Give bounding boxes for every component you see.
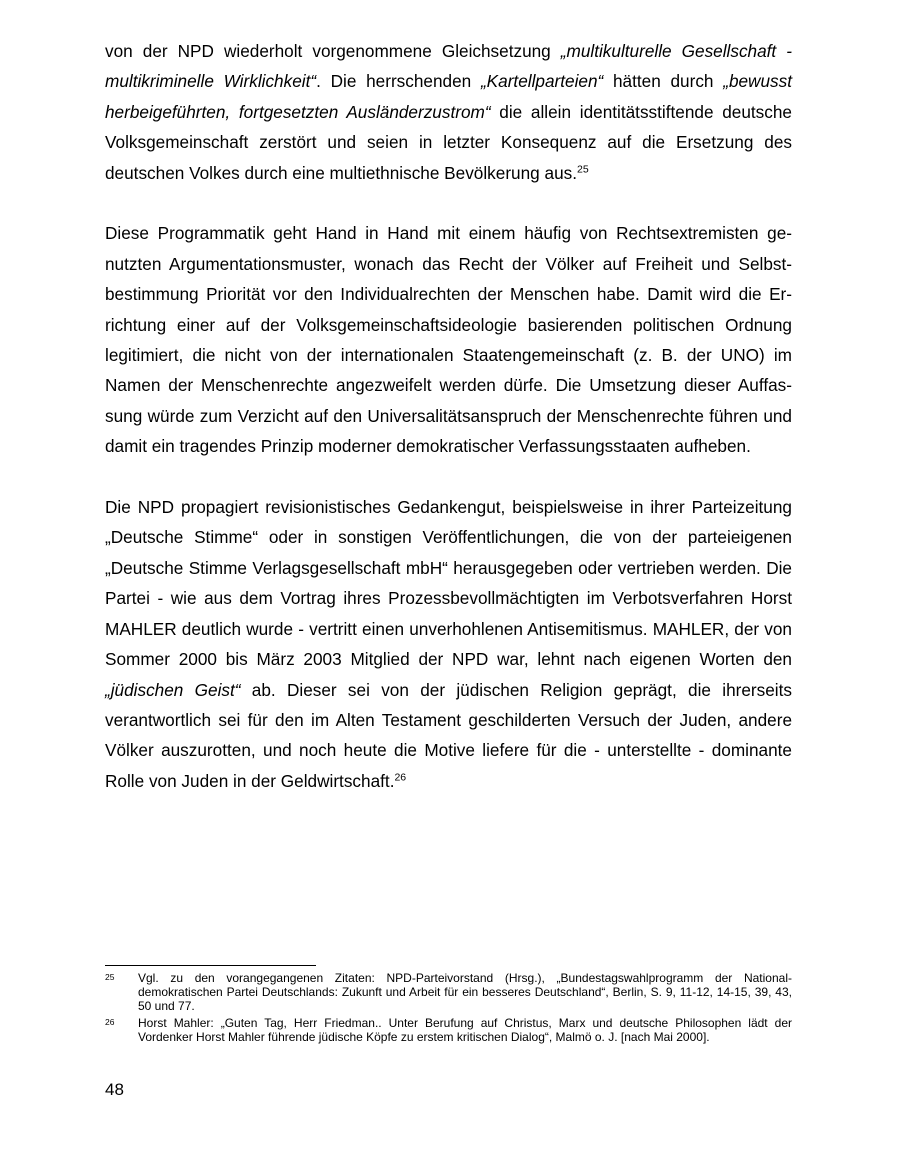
quote-segment: „jüdischen Geist“ [105, 679, 241, 700]
paragraph-2 [105, 218, 792, 461]
body-text [105, 36, 792, 796]
text-segment: Diese Programmatik geht Hand in Hand mit einem häufig von Rechtsextremisten genutzten Argumentationsmuster, wonach das Recht der Völker auf Freiheit und Selbstbestimmung Priorität vor den Individualrechten der Menschen habe. Damit wird die Errichtung einer auf der Volksgemeinschaftsideologie basierenden politischen Ordnung legitimiert, die nicht von der internationalen Staatengemeinschaft (z. B. der UNO) im Namen der Menschenrechte angezweifelt werden dürfe. Die Umsetzung dieser Auffassung würde zum Verzicht auf den Universalitätsanspruch der Menschenrechte führen und damit ein tragendes Prinzip moderner demokratischer Verfassungsstaaten aufheben. [105, 223, 792, 457]
footnote-number: 26 [105, 1016, 115, 1027]
footnote-ref-26[interactable]: 26 [394, 770, 407, 783]
page-number: 48 [105, 1080, 124, 1099]
text-segment: die allein identitätsstiftende deutsche Volksgemeinschaft zerstört und seien in letzter Konsequenz auf die Ersetzung des deutschen Volkes durch eine multiethnische Bevölkerung aus. [105, 101, 792, 183]
text-segment: Die NPD propagiert revisionistisches Gedankengut, beispielsweise in ihrer Parteizeitung „Deutsche Stimme“ oder in sonstigen Veröffentlichungen, die von der parteieigenen „Deutsche Stimme Verlagsgesellschaft mbH“ herausgegeben oder vertrieben werden. Die Partei - wie aus dem Vortrag ihres Prozessbevollmächtigten im Verbotsverfahren Horst MAHLER deutlich wurde - vertritt einen unverhohlenen Antisemitismus. MAHLER, der von Sommer 2000 bis März 2003 Mitglied der NPD war, lehnt nach eigenen Worten den [105, 497, 792, 670]
footnote-25 [105, 971, 792, 1014]
footnote-26 [105, 1016, 792, 1044]
quote-segment: „multikulturelle Gesellschaft - multikriminelle Wirklichkeit“ [105, 41, 792, 92]
footnote-divider [105, 965, 316, 966]
text-segment: . Die herrschenden [316, 71, 481, 92]
paragraph-1 [105, 36, 792, 188]
footnote-text: Vgl. zu den vorangegangenen Zitaten: NPD-Parteivorstand (Hrsg.), „Bundestagswahlprogramm der Nationaldemokratischen Partei Deutschlands: Zukunft und Arbeit für ein besseres Deutschland“, Berlin, S. 9, 11-12, 14-15, 39, 43, 50 und 77. [138, 971, 792, 1014]
text-segment: hätten durch [603, 71, 724, 92]
footnote-number: 25 [105, 972, 115, 982]
text-segment: von der NPD wiederholt vorgenommene Gleichsetzung [105, 41, 561, 61]
quote-segment: „Kartellparteien“ [480, 71, 604, 92]
text-segment: ab. Dieser sei von der jüdischen Religion geprägt, die ihrerseits verantwortlich sei für den im Alten Testament geschilderten Versuch der Juden, andere Völker auszurotten, und noch heute die Motive liefere für die - unterstellte - dominante Rolle von Juden in der Geldwirtschaft. [105, 679, 792, 791]
quote-segment: „bewusst herbeigeführten, fortgesetzten Ausländerzustrom“ [105, 71, 792, 122]
footnote-text: Horst Mahler: „Guten Tag, Herr Friedman.. Unter Berufung auf Christus, Marx und deutsche Philosophen lädt der Vordenker Horst Mahler führende jüdische Köpfe zu erstem kritischen Dialog“, Malmö o. J. [nach Mai 2000]. [138, 1015, 792, 1044]
footnote-ref-25[interactable]: 25 [577, 162, 589, 175]
footnotes [105, 971, 792, 1046]
paragraph-3 [105, 492, 792, 796]
